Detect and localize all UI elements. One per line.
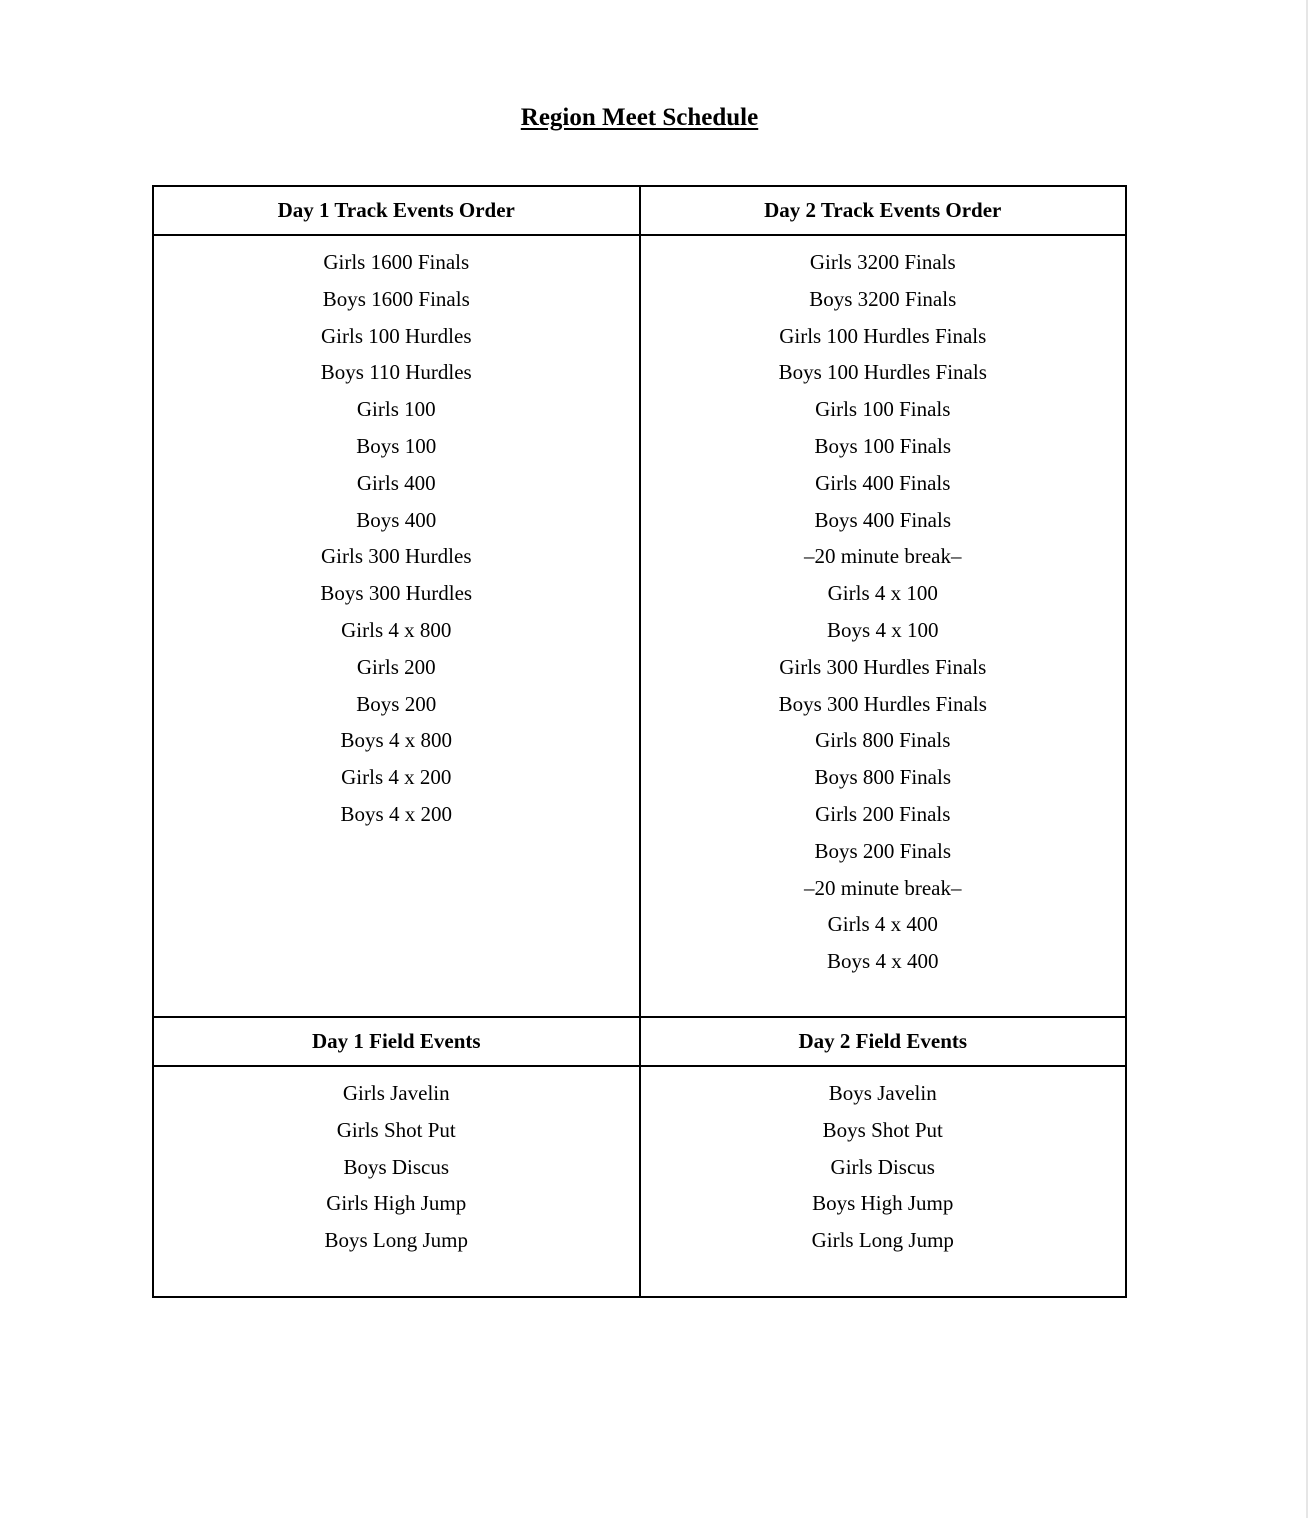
event-item: Girls 300 Hurdles Finals <box>779 654 987 679</box>
event-item: Boys 4 x 200 <box>340 801 452 826</box>
event-item: Girls 100 Hurdles <box>321 323 472 348</box>
day2-track-cell <box>640 235 1127 1017</box>
track-header-row <box>153 186 1126 235</box>
event-item: Boys 100 Finals <box>814 433 952 458</box>
field-events-row <box>153 1066 1126 1297</box>
event-item: Boys 400 Finals <box>814 507 952 532</box>
event-item: –20 minute break– <box>804 544 962 569</box>
event-item: Girls Javelin <box>342 1081 450 1105</box>
schedule-table <box>152 185 1127 1298</box>
event-item: Girls 100 <box>356 397 436 422</box>
event-item: Girls High Jump <box>326 1191 467 1216</box>
event-item: Boys Discus <box>343 1154 450 1179</box>
day1-track-list <box>154 236 639 833</box>
event-item: Girls 100 Hurdles Finals <box>779 323 987 348</box>
day1-field-list <box>154 1067 639 1259</box>
day1-field-header: Day 1 Field Events <box>153 1017 640 1066</box>
page-title: Region Meet Schedule <box>520 104 759 131</box>
event-item: Girls 100 Finals <box>815 397 951 422</box>
day2-track-header: Day 2 Track Events Order <box>640 186 1127 235</box>
event-item: Boys 100 <box>356 433 437 458</box>
day2-field-header: Day 2 Field Events <box>640 1017 1127 1066</box>
event-item: Boys 800 Finals <box>814 765 952 790</box>
event-item: Girls 4 x 800 <box>341 617 452 642</box>
event-item: Boys Javelin <box>828 1081 937 1105</box>
event-item: Boys 200 Finals <box>814 838 952 863</box>
event-item: Boys 1600 Finals <box>322 286 470 311</box>
day2-field-cell <box>640 1066 1127 1297</box>
event-item: Girls 200 Finals <box>815 801 951 826</box>
day1-track-cell <box>153 235 640 1017</box>
event-item: Girls Discus <box>830 1154 935 1179</box>
day2-track-list <box>641 236 1126 980</box>
event-item: Boys 4 x 100 <box>827 617 939 642</box>
event-item: Girls 4 x 200 <box>341 765 452 790</box>
event-item: Boys 300 Hurdles <box>320 581 473 606</box>
day1-field-cell <box>153 1066 640 1297</box>
event-item: Boys Shot Put <box>822 1117 943 1142</box>
event-item: Boys 200 <box>356 691 437 716</box>
event-item: Girls 4 x 100 <box>827 581 938 606</box>
event-item: Girls Long Jump <box>811 1228 954 1253</box>
event-item: Girls 400 <box>356 470 436 495</box>
event-item: Boys 400 <box>356 507 437 532</box>
event-item: Boys 110 Hurdles <box>320 360 472 385</box>
track-events-row <box>153 235 1126 1017</box>
event-item: Girls 1600 Finals <box>323 250 470 274</box>
event-item: Boys 100 Hurdles Finals <box>778 360 987 385</box>
event-item: Girls 3200 Finals <box>809 250 956 274</box>
event-item: Boys 4 x 800 <box>340 728 452 753</box>
event-item: Boys 3200 Finals <box>809 286 957 311</box>
event-item: Boys High Jump <box>812 1191 954 1216</box>
event-item: Girls 4 x 400 <box>827 912 938 937</box>
event-item: –20 minute break– <box>804 875 962 900</box>
event-item: Girls 300 Hurdles <box>321 544 472 569</box>
day1-track-header: Day 1 Track Events Order <box>153 186 640 235</box>
event-item: Boys Long Jump <box>324 1228 468 1253</box>
event-item: Boys 4 x 400 <box>827 949 939 974</box>
field-header-row <box>153 1017 1126 1066</box>
event-item: Girls 400 Finals <box>815 470 951 495</box>
event-item: Girls 800 Finals <box>815 728 951 753</box>
day2-field-list <box>641 1067 1126 1259</box>
event-item: Girls Shot Put <box>336 1117 456 1142</box>
event-item: Boys 300 Hurdles Finals <box>778 691 987 716</box>
event-item: Girls 200 <box>356 654 436 679</box>
